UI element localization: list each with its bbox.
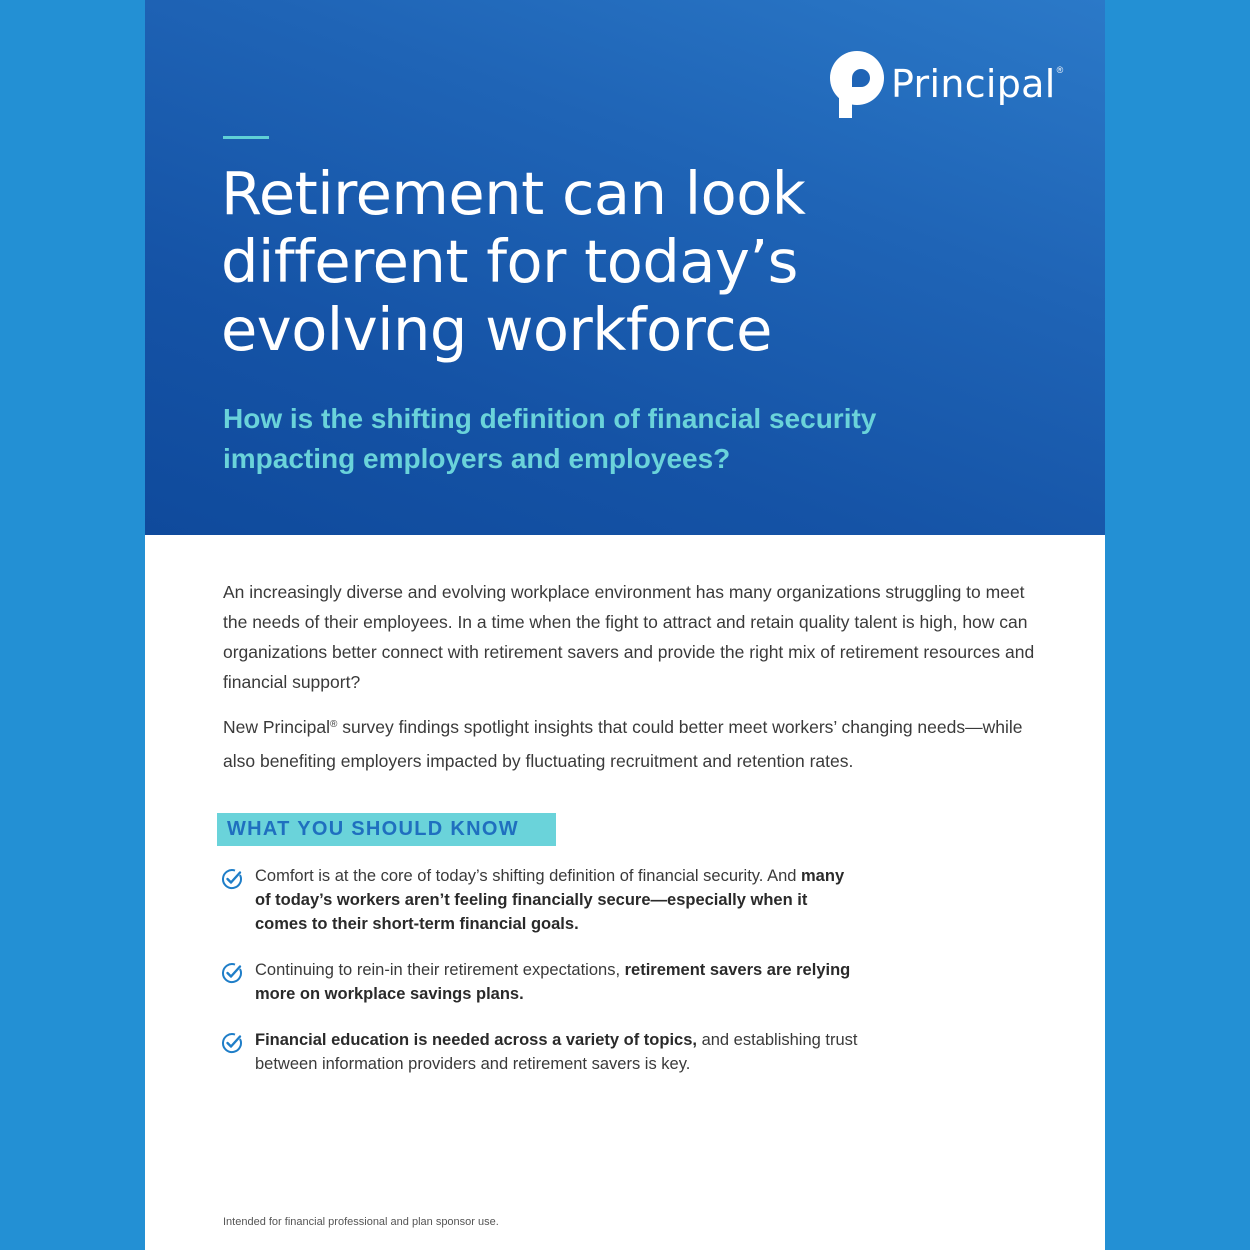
- item-text: Continuing to rein-in their retirement expectations,: [255, 961, 625, 979]
- item-bold-text: Financial education is needed across a variety of topics,: [255, 1031, 697, 1049]
- title-accent-dash: [223, 136, 269, 139]
- section-heading: WHAT YOU SHOULD KNOW: [227, 818, 519, 840]
- list-item: [221, 1028, 861, 1076]
- check-circle-icon: [221, 962, 243, 984]
- key-points-list: [221, 864, 861, 1098]
- list-item: [221, 864, 861, 936]
- footnote: Intended for financial professional and plan sponsor use.: [223, 1216, 499, 1228]
- logo-registered-mark: ®: [1056, 65, 1064, 75]
- item-text-after: and establishing trust between information providers and retirement savers is key.: [255, 1031, 858, 1073]
- check-circle-icon: [221, 868, 243, 890]
- page-subtitle: How is the shifting definition of financial security impacting employers and employees?: [223, 403, 877, 474]
- registered-mark: ®: [329, 719, 338, 730]
- principal-logo: [829, 50, 1063, 118]
- intro-paragraph-2: [223, 712, 1043, 776]
- intro-2-rest: survey findings spotlight insights that could better meet workers’ changing needs—while also benefiting employers impacted by fluctuating recruitment and retention rates.: [223, 717, 1023, 771]
- page-title: Retirement can look different for today’s evolving workforce: [221, 159, 806, 364]
- list-item: [221, 958, 861, 1006]
- hero-banner: [145, 0, 1105, 535]
- what-you-should-know-banner: [217, 813, 556, 846]
- check-circle-icon: [221, 1032, 243, 1054]
- principal-p-mark-icon: [829, 50, 885, 118]
- document-page: [145, 0, 1105, 1250]
- intro-2-prefix: New Principal: [223, 717, 330, 737]
- intro-paragraph: An increasingly diverse and evolving workplace environment has many organizations struggling to meet the needs of their employees. In a time when the fight to attract and retain quality talent is high, how can organizations better connect with retirement savers and provide the right mix of retirement resources and financial support?: [223, 582, 1035, 692]
- item-bold-text: many of today’s workers aren’t feeling financially secure—especially when it comes to their short-term financial goals.: [255, 867, 845, 933]
- item-text: Comfort is at the core of today’s shifting definition of financial security. And: [255, 867, 802, 885]
- item-bold-text: retirement savers are relying more on workplace savings plans.: [255, 961, 851, 1003]
- logo-wordmark: Principal: [891, 62, 1056, 106]
